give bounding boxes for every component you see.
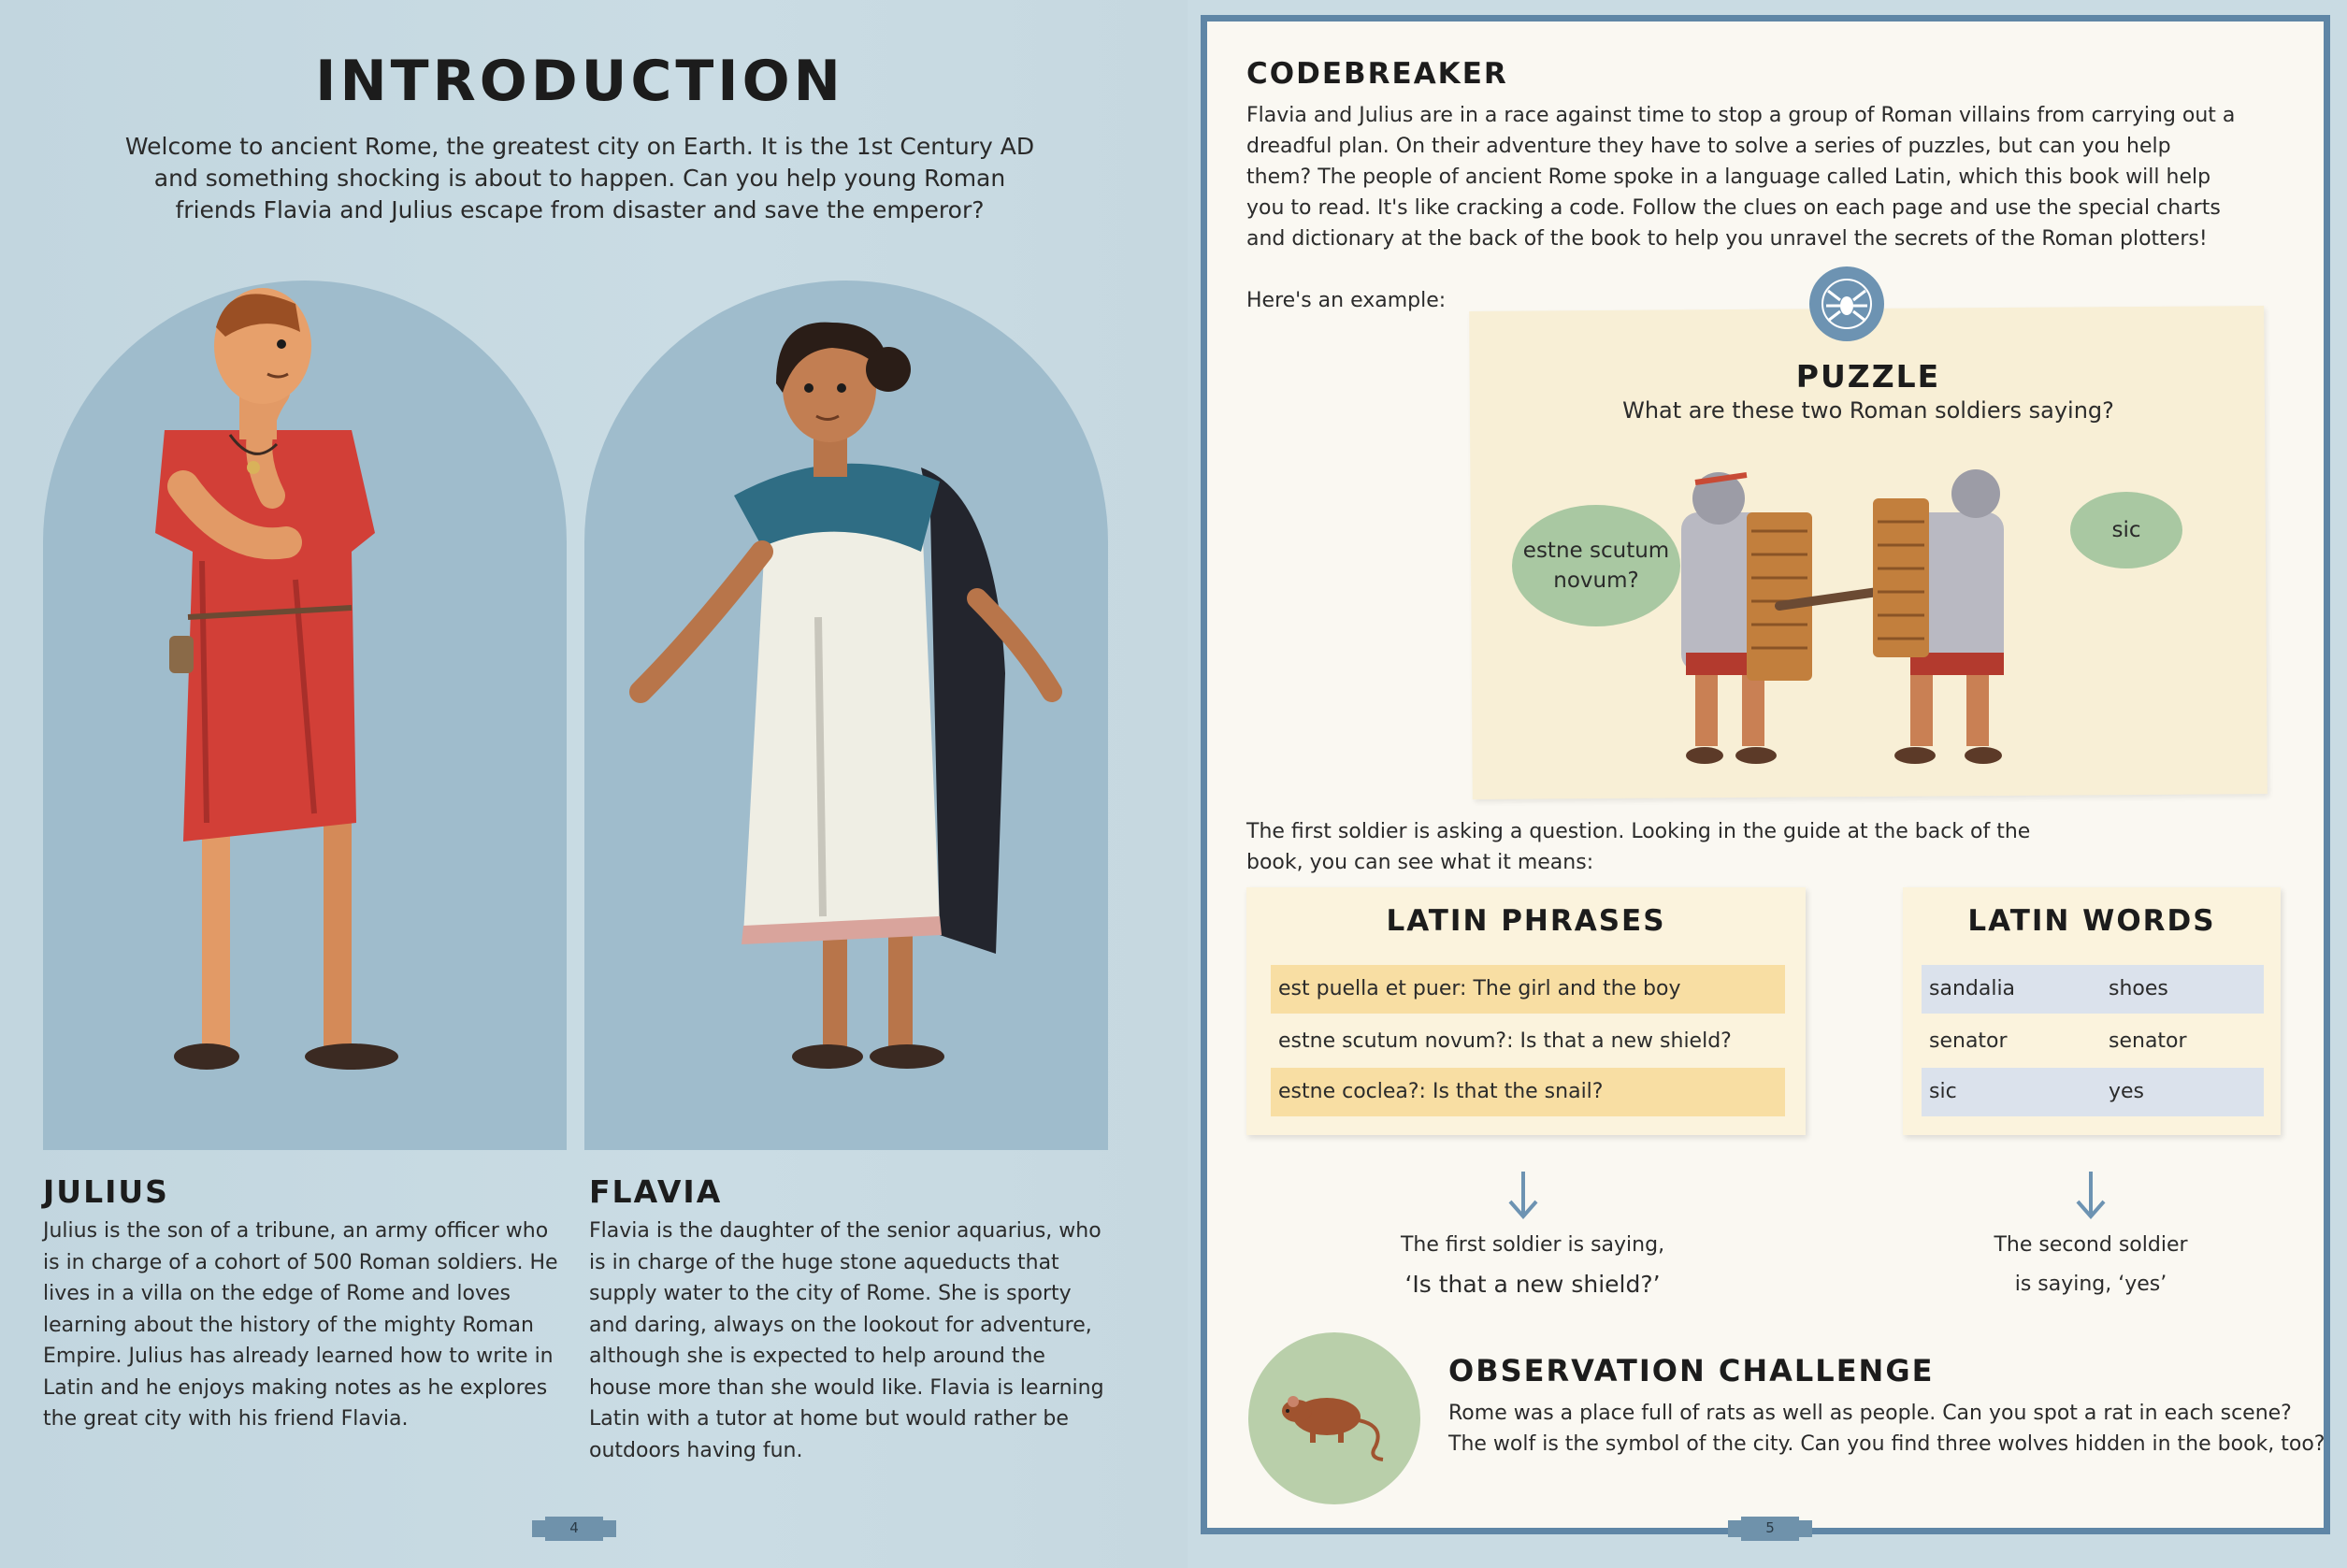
phrase-latin: estne coclea?: [1278,1080,1426,1103]
flavia-description: Flavia is the daughter of the senior aquarius, who is in charge of the huge stone aqueducts that supply water to the city of Rome. She is sporty and daring, always on the lookout for adventure, although she is expected to help around the house more than she would like. Flavia is learning Latin with a tutor at home but would rather be outdoors having fun. [589,1219,1104,1462]
page-number: 4 [569,1519,579,1536]
julius-description: Julius is the son of a tribune, an army officer who is in charge of a cohort of 500 Roman soldiers. He lives in a villa on the edge of Rome and loves learning about the history of the mighty Roman Empire. Julius has already learned how to write in Latin and he enjoys making notes as he explores the great city with his friend Flavia. [43,1219,558,1431]
phrase-latin: est puella et puer: [1278,977,1467,1000]
answer-quote: ‘Is that a new shield?’ [1404,1271,1661,1298]
page-number: 5 [1765,1519,1775,1536]
codebreaker-paragraph: Flavia and Julius are in a race against time to stop a group of Roman villains from carrying out a dreadful plan. On their adventure they have to solve a series of puzzles, but can you help them? The people of ancient Rome spoke in a language called Latin, which this book will help you to read. It's like cracking a code. Follow the clues on each page and use the special charts and dictionary at the back of the book to help you unravel the secrets of the Roman plotters! [1246,104,2236,251]
answer-line: The first soldier is saying, [1400,1233,1665,1257]
observation-heading: OBSERVATION CHALLENGE [1448,1353,1935,1388]
flavia-figure [584,281,1108,1150]
guide-explanation: The first soldier is asking a question. Looking in the guide at the back of the book, you can see what it means: [1246,820,2031,874]
julius-illustration [43,281,567,1150]
latin-words-title: LATIN WORDS [1967,904,2216,938]
down-arrow-icon [2072,1170,2109,1222]
rat-icon [1273,1377,1394,1461]
word-row [1922,1068,2264,1116]
latin-phrases-title: LATIN PHRASES [1386,904,1666,938]
word-english: shoes [2109,977,2168,1000]
phrase-english: Is that the snail? [1432,1080,1604,1103]
puzzle-question: What are these two Roman soldiers saying? [1622,397,2114,424]
observation-text [1448,1398,2327,1460]
observation-line: The wolf is the symbol of the city. Can you find three wolves hidden in the book, too? [1448,1432,2325,1456]
phrase-english: The girl and the boy [1473,977,1681,1000]
example-label: Here's an example: [1246,289,1447,312]
flavia-heading: FLAVIA [589,1173,723,1210]
spider-icon [1809,266,1884,341]
word-latin: sic [1929,1080,1957,1103]
julius-figure [43,281,567,1150]
right-page [1201,15,2330,1534]
intro-paragraph: Welcome to ancient Rome, the greatest city on Earth. It is the 1st Century AD and something shocking is about to happen. Can you help young Roman friends Flavia and Julius escape from disaster and save the emperor? [124,133,1035,223]
observation-line: Rome was a place full of rats as well as people. Can you spot a rat in each scene? [1448,1402,2292,1425]
rat-badge [1248,1332,1420,1504]
codebreaker-heading: CODEBREAKER [1246,57,1508,91]
word-english: senator [2109,1029,2187,1053]
phrase-latin: estne scutum novum?: [1278,1029,1514,1053]
page-number-tab-right [1728,1517,1812,1541]
julius-heading: JULIUS [43,1173,169,1210]
page-number-tab-left [532,1517,616,1541]
phrase-row [1271,1068,1785,1116]
speech-bubble-right: sic [2070,492,2182,568]
answer-line: The second soldier [1994,1233,2188,1257]
word-latin: sandalia [1929,977,2016,1000]
phrase-english: Is that a new shield? [1519,1029,1732,1053]
latin-phrases-box [1246,887,1806,1135]
phrase-row [1271,1017,1785,1066]
word-row [1922,965,2264,1014]
phrase-row [1271,965,1785,1014]
puzzle-title: PUZZLE [1795,358,1941,395]
down-arrow-icon [1505,1170,1542,1222]
speech-bubble-left: estne scutum novum? [1512,505,1680,626]
page-title: INTRODUCTION [315,49,844,114]
flavia-illustration [584,281,1108,1150]
word-english: yes [2109,1080,2145,1103]
word-row [1922,1017,2264,1066]
word-latin: senator [1929,1029,2008,1053]
latin-words-box [1903,887,2281,1135]
answer-quote: is saying, ‘yes’ [2014,1273,2167,1296]
first-soldier-answer [1327,1226,1738,1306]
second-soldier-answer [1918,1226,2264,1304]
